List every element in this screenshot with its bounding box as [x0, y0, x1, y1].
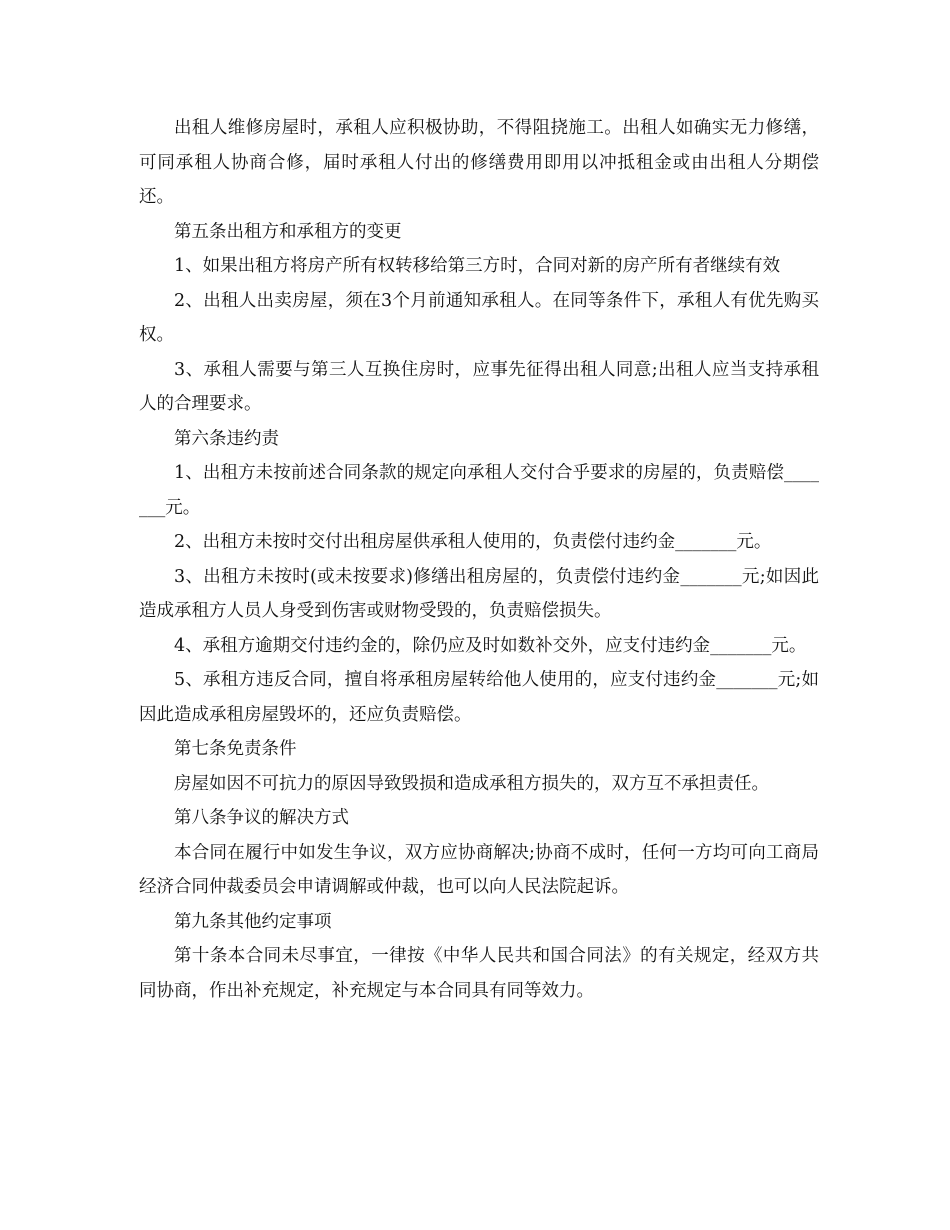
paragraph-article-10: 第十条本合同未尽事宜，一律按《中华人民共和国合同法》的有关规定，经双方共同协商，作出补充规定，补充规定与本合同具有同等效力。 [139, 946, 819, 1001]
heading-article-9: 第九条其他约定事项 [174, 911, 332, 932]
paragraph-repair-cooperation: 出租人维修房屋时，承租人应积极协助，不得阻挠施工。出租人如确实无力修缮，可同承租人协商合修，届时承租人付出的修缮费用即用以冲抵租金或由出租人分期偿还。 [139, 118, 819, 207]
clause-5-1: 1、如果出租方将房产所有权转移给第三方时，合同对新的房产所有者继续有效 [174, 256, 781, 276]
heading-article-6: 第六条违约责 [174, 428, 279, 449]
clause-6-1: 1、出租方未按前述合同条款的规定向承租人交付合乎要求的房屋的，负责赔偿_______元。 [139, 463, 819, 518]
heading-article-5: 第五条出租方和承租方的变更 [174, 221, 402, 242]
clause-5-2: 2、出租人出卖房屋，须在3个月前通知承租人。在同等条件下，承租人有优先购买权。 [139, 290, 819, 345]
clause-6-3: 3、出租方未按时(或未按要求)修缮出租房屋的，负责偿付违约金_______元;如因此造成承租方人员人身受到伤害或财物受毁的，负责赔偿损失。 [139, 566, 819, 621]
clause-6-5: 5、承租方违反合同，擅自将承租房屋转给他人使用的，应支付违约金_______元;如因此造成承租房屋毁坏的，还应负责赔偿。 [139, 670, 819, 725]
heading-article-8: 第八条争议的解决方式 [174, 808, 349, 828]
paragraph-force-majeure: 房屋如因不可抗力的原因导致毁损和造成承租方损失的，双方互不承担责任。 [174, 773, 769, 794]
clause-5-3: 3、承租人需要与第三人互换住房时，应事先征得出租人同意;出租人应当支持承租人的合理要求。 [139, 359, 819, 414]
clause-6-2: 2、出租方未按时交付出租房屋供承租人使用的，负责偿付违约金_______元。 [174, 532, 772, 552]
clause-6-4: 4、承租方逾期交付违约金的，除仍应及时如数补交外，应支付违约金_______元。 [174, 635, 807, 656]
document-body [139, 111, 819, 1008]
paragraph-dispute-resolution: 本合同在履行中如发生争议，双方应协商解决;协商不成时，任何一方均可向工商局经济合同仲裁委员会申请调解或仲裁，也可以向人民法院起诉。 [139, 842, 819, 897]
heading-article-7: 第七条免责条件 [174, 739, 297, 759]
